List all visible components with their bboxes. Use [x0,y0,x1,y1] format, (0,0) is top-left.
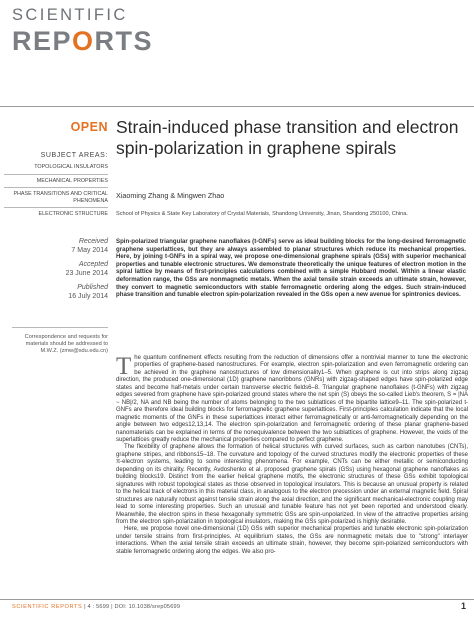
subject-area-item[interactable]: PHASE TRANSITIONS AND CRITICAL PHENOMENA [4,190,108,208]
date-accepted [4,261,108,278]
masthead-part: REP [12,26,73,56]
date-label: Published [77,284,108,292]
author-affiliation: School of Physics & State Key Laboratory of Crystal Materials, Shandong University, Jinan, Shandong 250100, China. [116,211,408,217]
date-value: 16 July 2014 [68,292,108,300]
footer-journal: SCIENTIFIC REPORTS [12,604,83,610]
date-label: Received [78,238,108,245]
body-paragraph: Here, we propose novel one-dimensional (1D) GSs with superior mechanical properties and tunable electronic spin-polarization under tensile strains from first-principles. At equilibrium states, the GSs are nonmagnetic metals due to "strong" interlayer interactions. When the axial tensile strain exceeds an ultimate strain, however, they become spin-polarized semiconductors with stable ferromagnetic ordering along the edges. We also pro- [116,526,468,555]
date-published [4,284,108,301]
footer-citation [12,604,180,610]
body-paragraph [116,355,468,444]
subject-area-item[interactable]: ELECTRONIC STRUCTURE [38,211,108,218]
subject-area-item[interactable]: TOPOLOGICAL INSULATORS [4,163,108,175]
footer-doi[interactable]: | 4 : 5699 | DOI: 10.1038/srep05699 [82,604,181,610]
article-title: Strain-induced phase transition and electron spin-polarization in graphene spirals [116,117,459,158]
subject-areas-heading: SUBJECT AREAS: [40,152,108,159]
body-paragraph: The flexibility of graphene allows the formation of helical structures with curved surfaces, such as carbon nanotubes (CNTs), graphene stripes, and ribbons15–18. The curvature and topology of the curved structures modify the electronic properties of these π-electron systems, leading to some interesting phenomena. For example, CNTs can be either metallic or semiconducting depending on its chirality. Recently, Avdoshenko et al. proposed graphene spirals (GSs) using hexagonal graphene nanoflakes as building blocks19. Distinct from the earlier helical graphene motifs, the electronic structures of these GSs exhibit topological signatures with robust topological states as those observed in topological insulators. This is because an unusual property is related to the helical track of electrons in this material class, in analogous to the electron precession under an external magnetic field. Spiral structures are naturally robust against tensile strain along the axial direction, and the significant mechanical-electronic coupling may lead to some interesting properties. Such an unusual and tunable feature has not yet been reported and understood clearly. Meanwhile, the electron spins in these hexagonally symmetric GSs are spin-unpolarized. In view of the attractive properties arising from the electron spin-polarization in topological insulators, making the GSs spin-polarized is highly desirable. [116,444,468,525]
subject-areas-list [4,163,108,223]
masthead-part: RTS [94,26,154,56]
subject-area-item[interactable]: MECHANICAL PROPERTIES [4,177,108,189]
article-authors: Xiaoming Zhang & Mingwen Zhao [116,191,225,200]
article-abstract: Spin-polarized triangular graphene nanoflakes (t-GNFs) serve as ideal building blocks for the long-desired ferromagnetic graphene superlattices, but they are always assembled to planar structures which reduce its mechanical properties. Here, by joining t-GNFs in a spiral way, we propose one-dimensional graphene spirals (GSs) with superior mechanical properties and tunable electronic structures. We demonstrate theoretically the unique features of electron motion in the spiral lattice by means of first-principles calculations combined with a simple Hubbard model. Within a linear elastic deformation range, the GSs are nonmagnetic metals. When the axial tensile strain exceeds an ultimate strain, however, they convert to magnetic semiconductors with stable ferromagnetic ordering along the edges. Such strain-induced phase transition and tunable electron spin-polarization revealed in the GSs open a new avenue for spintronics devices. [116,238,466,299]
correspondence-note: Correspondence and requests for materials should be addressed to M.W.Z. (zmw@sdu.edu.cn) [12,327,108,355]
date-received [4,238,108,255]
drop-cap: T [116,353,132,380]
header-rule [0,106,474,107]
masthead-accent-letter: O [72,26,95,56]
page-number: 1 [460,601,466,611]
masthead-line1: SCIENTIFIC [12,6,128,24]
date-value: 7 May 2014 [71,246,108,254]
date-value: 23 June 2014 [65,269,108,277]
article-body [116,355,468,556]
journal-masthead [12,6,154,56]
masthead-line2 [12,26,154,56]
paragraph-text: he quantum confinement effects resulting from the reduction of dimensions offer a nontrivial manner to tune the electronic properties of graphene-based nanostructures. For example, electron spin-polarization and even ferromagnetic ordering can be achieved in the graphene nanostructures of low dimensionality1–5. When graphene is cut into strips along zigzag direction, the produced one-dimensional (1D) graphene nanoribbons (GNRs) with zigzag-shaped edges have spin-polarized edge states and become half-metals under certain transverse electric fields6–8. Triangular graphene nanoflakes (t-GNFs) with zigzag edges severed from graphene have spin-polarized ground states where the net spin (S) obeys the so-called Lieb's theorem, S = |NA − NB|/2, NA and NB being the number of atoms belonging to the two sublattices of the bipartite lattice9–11. The spin-polarized t-GNFs are therefore ideal building blocks for ferromagnetic graphene superlattices. First-principles calculation indicate that the local magnetic moments of the GNFs in these superlattices interact either ferromagnetically or anti-ferromagnetically depending on the angle between two edges12,13,14. The electron spin-polarization and ferromagnetic ordering of these planar graphene-based nanomaterials can be explained in terms of the nonequivalence between the two sublattices of graphene. However, the voids of the superlattices greatly reduce the mechanical properties compared to perfect graphene. [116,355,468,443]
date-label: Accepted [78,261,108,269]
publication-dates [4,238,108,308]
open-access-label: OPEN [70,120,108,134]
